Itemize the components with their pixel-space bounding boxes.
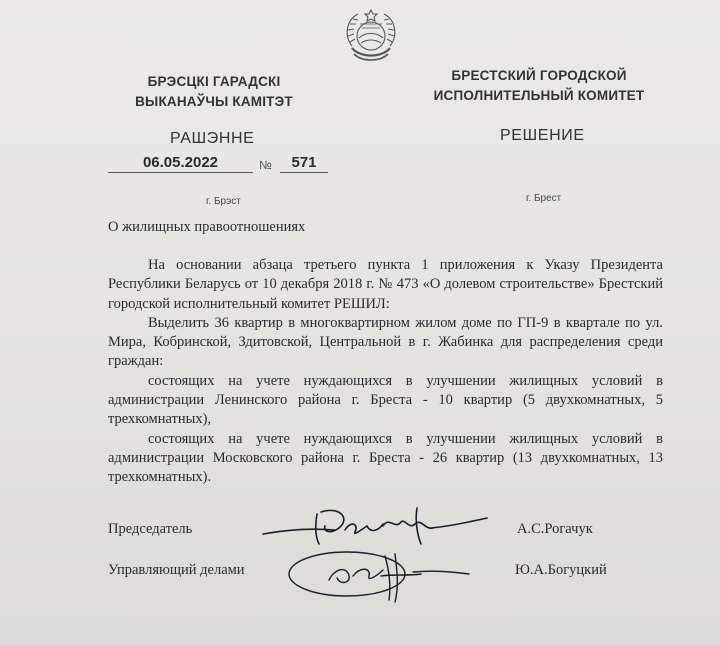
manager-signature-icon — [285, 546, 475, 606]
org-name-russian — [404, 66, 674, 106]
body-paragraph: На основании абзаца третьего пункта 1 приложения к Указу Президента Республики Беларусь от 10 декабря 2018 г. № 473 «О долевом строительстве» Брестский городской исполнительный комитет РЕШИЛ: — [108, 257, 663, 312]
document-subject: О жилищных правоотношениях — [108, 219, 306, 235]
signatory-name: Ю.А.Богуцкий — [515, 562, 607, 578]
doc-type-belarusian: РАШЭННЕ — [170, 130, 255, 147]
org-line: ВЫКАНАЎЧЫ КАМІТЭТ — [135, 94, 293, 109]
city-belarusian: г. Брэст — [206, 196, 241, 207]
doc-type-russian: РЕШЕНИЕ — [500, 127, 585, 144]
org-name-belarusian — [96, 72, 332, 112]
body-paragraph: состоящих на учете нуждающихся в улучшении жилищных условий в администрации Московского района г. Бреста - 26 квартир (13 двухкомнатных, 13 трехкомнатных). — [108, 430, 663, 486]
org-line: БРЕСТСКИЙ ГОРОДСКОЙ — [451, 68, 627, 83]
body-paragraph: состоящих на учете нуждающихся в улучшении жилищных условий в администрации Ленинского района г. Бреста - 10 квартир (5 двухкомнатных, 5 трехкомнатных), — [108, 372, 663, 428]
date-number-line — [108, 154, 348, 178]
decision-date: 06.05.2022 — [108, 154, 253, 173]
signatory-name: А.С.Рогачук — [517, 521, 593, 537]
state-emblem-icon — [338, 6, 404, 70]
chairman-signature-icon — [255, 500, 495, 550]
org-line: ИСПОЛНИТЕЛЬНЫЙ КОМИТЕТ — [433, 88, 645, 103]
number-sign: № — [259, 158, 272, 172]
decision-number: 571 — [280, 154, 328, 173]
signatory-role: Управляющий делами — [108, 562, 245, 578]
document-body — [108, 256, 663, 488]
org-line: БРЭСЦКІ ГАРАДСКІ — [147, 74, 281, 89]
city-russian: г. Брест — [526, 193, 562, 204]
signatory-role: Председатель — [108, 521, 193, 537]
body-paragraph: Выделить 36 квартир в многоквартирном жилом доме по ГП-9 в квартале по ул. Мира, Кобринской, Здитовской, Центральной в г. Жабинка для распределения среди граждан: — [108, 314, 663, 370]
